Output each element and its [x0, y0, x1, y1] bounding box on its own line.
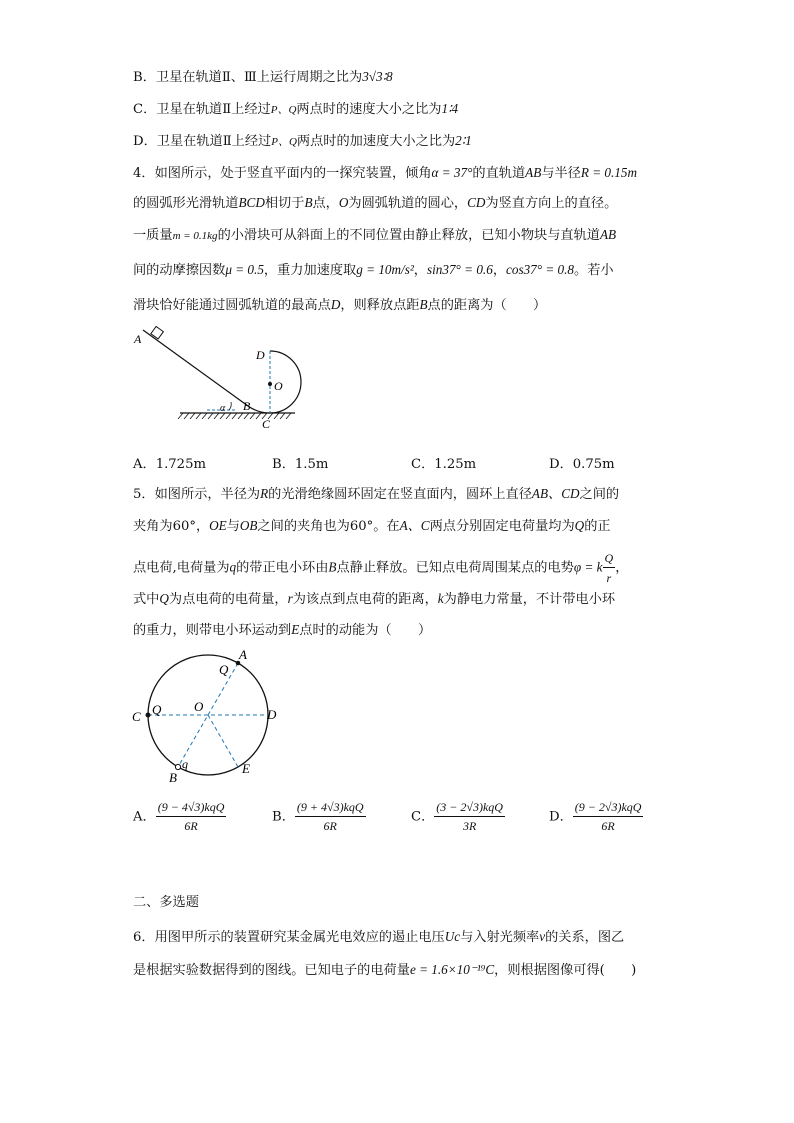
q4-line-2: 的圆弧形光滑轨道BCD相切于B点，O为圆弧轨道的圆心，CD为竖直方向上的直径。 [133, 195, 618, 211]
q4-option-b: B．1.5m [272, 457, 329, 472]
q5-line-1: 5．如图所示，半径为R的光滑绝缘圆环固定在竖直面内，圆环上直径AB、CD之间的 [133, 486, 620, 502]
q5-option-a: A． $\frac{\text{(9 − 4√3)kqQ}}{6R}$ [133, 800, 225, 833]
q4-line-4: 间的动摩擦因数μ = 0.5，重力加速度取g = 10m/s²，sin37° = 0.6，cos37° = 0.8。若小 [133, 262, 614, 278]
q5-option-b: B． $\frac{\text{(9 + 4√3)kqQ}}{6R}$ [272, 800, 364, 833]
q5-line-5: 的重力，则带电小环运动到E点时的动能为（ ） [133, 622, 432, 638]
q4-line-3: 一质量m = 0.1kg的小滑块可从斜面上的不同位置由静止释放，已知小物块与直轨道AB [133, 227, 617, 243]
q4-line-1: 4．如图所示，处于竖直平面内的一探究装置，倾角α = 37°的直轨道AB与半径R = 0.15m [133, 165, 637, 181]
q3-option-c: C．卫星在轨道Ⅱ上经过P、Q两点时的速度大小之比为1∶4 [133, 101, 459, 117]
q4-label-d: D [256, 348, 265, 362]
q5-line-3: 点电荷,电荷量为q的带正电小环由B点静止释放。已知点电荷周围某点的电势φ = k $\frac{Q}{r}$ ， [133, 551, 629, 585]
q4-figure [125, 318, 325, 438]
q5-label-d: D [267, 707, 277, 722]
q5-figure [128, 645, 298, 785]
q4-label-c: C [262, 417, 271, 431]
q5-option-c: C． $\frac{\text{(3 − 2√3)kqQ}}{3R}$ [411, 800, 503, 833]
potential-fraction: $\frac{Q}{r}$ [604, 551, 614, 585]
q4-label-o: O [274, 379, 283, 393]
q4-option-c: C．1.25m [411, 457, 477, 472]
q5-label-b: B [169, 770, 177, 785]
q4-label-alpha: α [220, 403, 226, 414]
q6-line-2: 是根据实验数据得到的图线。已知电子的电荷量e = 1.6×10⁻¹⁹C，则根据图像可得( ) [133, 962, 637, 978]
q5-label-qa: Q [219, 662, 229, 677]
q5-label-a: A [239, 647, 247, 662]
q5-label-q: q [182, 757, 188, 771]
q5-label-qc: Q [152, 702, 162, 717]
q4-line-5: 滑块恰好能通过圆弧轨道的最高点D，则释放点距B点的距离为（ ） [133, 297, 547, 313]
q4-option-a: A．1.725m [133, 457, 206, 472]
q3-option-d: D．卫星在轨道Ⅱ上经过P、Q两点时的加速度大小之比为2∶1 [133, 133, 472, 149]
q3-option-b: B．卫星在轨道Ⅱ、Ⅲ上运行周期之比为3√3∶8 [133, 69, 393, 85]
q5-option-d: D． $\frac{\text{(9 − 2√3)kqQ}}{6R}$ [549, 800, 642, 833]
q5-label-c: C [132, 709, 141, 724]
q5-line-2: 夹角为60°，OE与OB之间的夹角也为60°。在A、C两点分别固定电荷量均为Q的正 [133, 518, 611, 534]
q5-line-4: 式中Q为点电荷的电荷量，r为该点到点电荷的距离，k为静电力常量，不计带电小环 [133, 591, 616, 607]
section-heading-multiple-choice: 二、多选题 [133, 895, 199, 910]
q5-label-e: E [242, 761, 250, 776]
q6-line-1: 6．用图甲所示的装置研究某金属光电效应的遏止电压Uc与入射光频率ν的关系，图乙 [133, 929, 625, 945]
q4-option-d: D．0.75m [549, 457, 615, 472]
q4-label-b: B [243, 399, 251, 413]
q5-label-o: O [194, 699, 204, 714]
q4-label-a: A [134, 332, 142, 346]
